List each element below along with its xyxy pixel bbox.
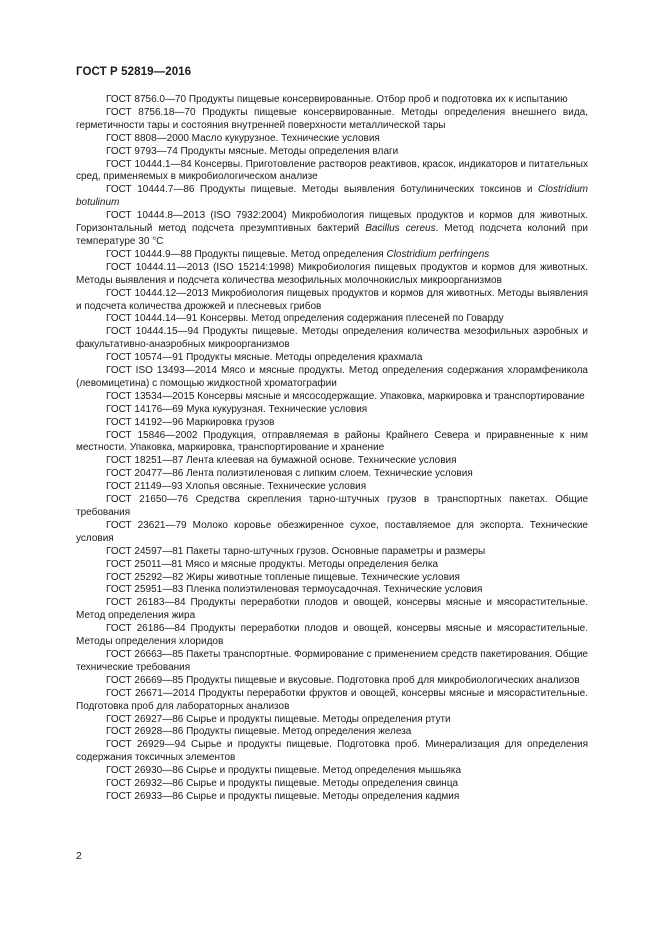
reference-item: ГОСТ 8756.18—70 Продукты пищевые консервированные. Методы определения внешнего вида, герметичности тары и состояния внутренней поверхности металлической тары [76,106,588,131]
reference-item: ГОСТ 10444.14—91 Консервы. Метод определения содержания плесеней по Говарду [106,313,504,325]
reference-item: ГОСТ 26930—86 Сырье и продукты пищевые. Метод определения мышьяка [106,765,462,777]
reference-item: ГОСТ 25011—81 Мясо и мясные продукты. Методы определения белка [106,558,439,570]
reference-item: ГОСТ 14192—96 Маркировка грузов [106,416,275,428]
reference-item: ГОСТ 10444.11—2013 (ISO 15214:1998) Микробиология пищевых продуктов и кормов для животных. Методы выявления и подсчета количества мезофильных молочнокислых микроорганизмов [76,261,588,286]
reference-item: ГОСТ 26929—94 Сырье и продукты пищевые. Подготовка проб. Минерализация для определения содержания токсичных элементов [76,739,588,764]
reference-item: ГОСТ 21149—93 Хлопья овсяные. Технические условия [106,481,367,493]
reference-item: ГОСТ 23621—79 Молоко коровье обезжиренное сухое, поставляемое для экспорта. Технические условия [76,519,588,544]
reference-item: ГОСТ 10444.7—86 Продукты пищевые. Методы выявления ботулинических токсинов и Clostridium botulinum [76,184,588,209]
reference-item: ГОСТ 8756.0—70 Продукты пищевые консервированные. Отбор проб и подготовка их к испытанию [106,94,568,105]
reference-list [76,94,588,804]
reference-item: ГОСТ 26183—84 Продукты переработки плодов и овощей, консервы мясные и мясорастительные. Метод определения жира [76,597,588,622]
reference-item: ГОСТ 26186—84 Продукты переработки плодов и овощей, консервы мясные и мясорастительные. Методы определения хлоридов [76,623,588,648]
reference-item: ГОСТ 25951—83 Пленка полиэтиленовая термоусадочная. Технические условия [106,584,483,596]
reference-item: ГОСТ 13534—2015 Консервы мясные и мясосодержащие. Упаковка, маркировка и транспортирование [106,390,585,402]
reference-item: ГОСТ 26932—86 Сырье и продукты пищевые. Методы определения свинца [106,778,459,790]
reference-item: ГОСТ 25292—82 Жиры животные топленые пищевые. Технические условия [106,571,460,583]
reference-item: ГОСТ 21650—76 Средства скрепления тарно-штучных грузов в транспортных пакетах. Общие требования [76,494,588,518]
reference-item: ГОСТ 10444.15—94 Продукты пищевые. Методы определения количества мезофильных аэробных и факультативно-анаэробных микроорганизмов [76,326,588,351]
reference-item: ГОСТ 10444.8—2013 (ISO 7932:2004) Микробиология пищевых продуктов и кормов для животных. Горизонтальный метод подсчета презумптивных бактерий Bacillus cereus. Метод подсчета колоний при температуре 30 °C [76,210,588,247]
reference-item: ГОСТ 26669—85 Продукты пищевые и вкусовые. Подготовка проб для микробиологических анализов [106,674,580,686]
reference-item: ГОСТ ISO 13493—2014 Мясо и мясные продукты. Метод определения содержания хлорамфеникола (левомицетина) с помощью жидкостной хроматографии [76,365,588,389]
reference-item: ГОСТ 14176—69 Мука кукурузная. Технические условия [106,403,368,415]
reference-item: ГОСТ 24597—81 Пакеты тарно-штучных грузов. Основные параметры и размеры [106,545,486,557]
reference-item: ГОСТ 26933—86 Сырье и продукты пищевые. Методы определения кадмия [106,790,460,802]
reference-item: ГОСТ 8808—2000 Масло кукурузное. Технические условия [106,132,380,144]
reference-item: ГОСТ 15846—2002 Продукция, отправляемая в районы Крайнего Севера и приравненные к ним местности. Упаковка, маркировка, транспортирование и хранение [76,429,588,454]
reference-item: ГОСТ 9793—74 Продукты мясные. Методы определения влаги [106,145,399,157]
reference-item: ГОСТ 20477—86 Лента полиэтиленовая с липким слоем. Технические условия [106,468,473,480]
reference-item: ГОСТ 26928—86 Продукты пищевые. Метод определения железа [106,726,412,738]
page-number: 2 [76,850,82,862]
reference-item: ГОСТ 26927—86 Сырье и продукты пищевые. Методы определения ртути [106,713,451,725]
reference-item: ГОСТ 10574—91 Продукты мясные. Методы определения крахмала [106,352,423,364]
reference-item: ГОСТ 10444.9—88 Продукты пищевые. Метод определения Clostridium perfringens [106,248,490,260]
reference-item: ГОСТ 18251—87 Лента клеевая на бумажной основе. Технические условия [106,455,457,467]
reference-item: ГОСТ 26663—85 Пакеты транспортные. Формирование с применением средств пакетирования. Общие технические требования [76,648,588,673]
reference-item: ГОСТ 26671—2014 Продукты переработки фруктов и овощей, консервы мясные и мясорастительные. Подготовка проб для лабораторных анализов [76,687,588,712]
document-header: ГОСТ Р 52819—2016 [76,66,192,78]
reference-item: ГОСТ 10444.12—2013 Микробиология пищевых продуктов и кормов для животных. Методы выявления и подсчета количества дрожжей и плесневых грибов [76,287,588,312]
reference-item: ГОСТ 10444.1—84 Консервы. Приготовление растворов реактивов, красок, индикаторов и питательных сред, применяемых в микробиологическом анализе [76,158,588,183]
